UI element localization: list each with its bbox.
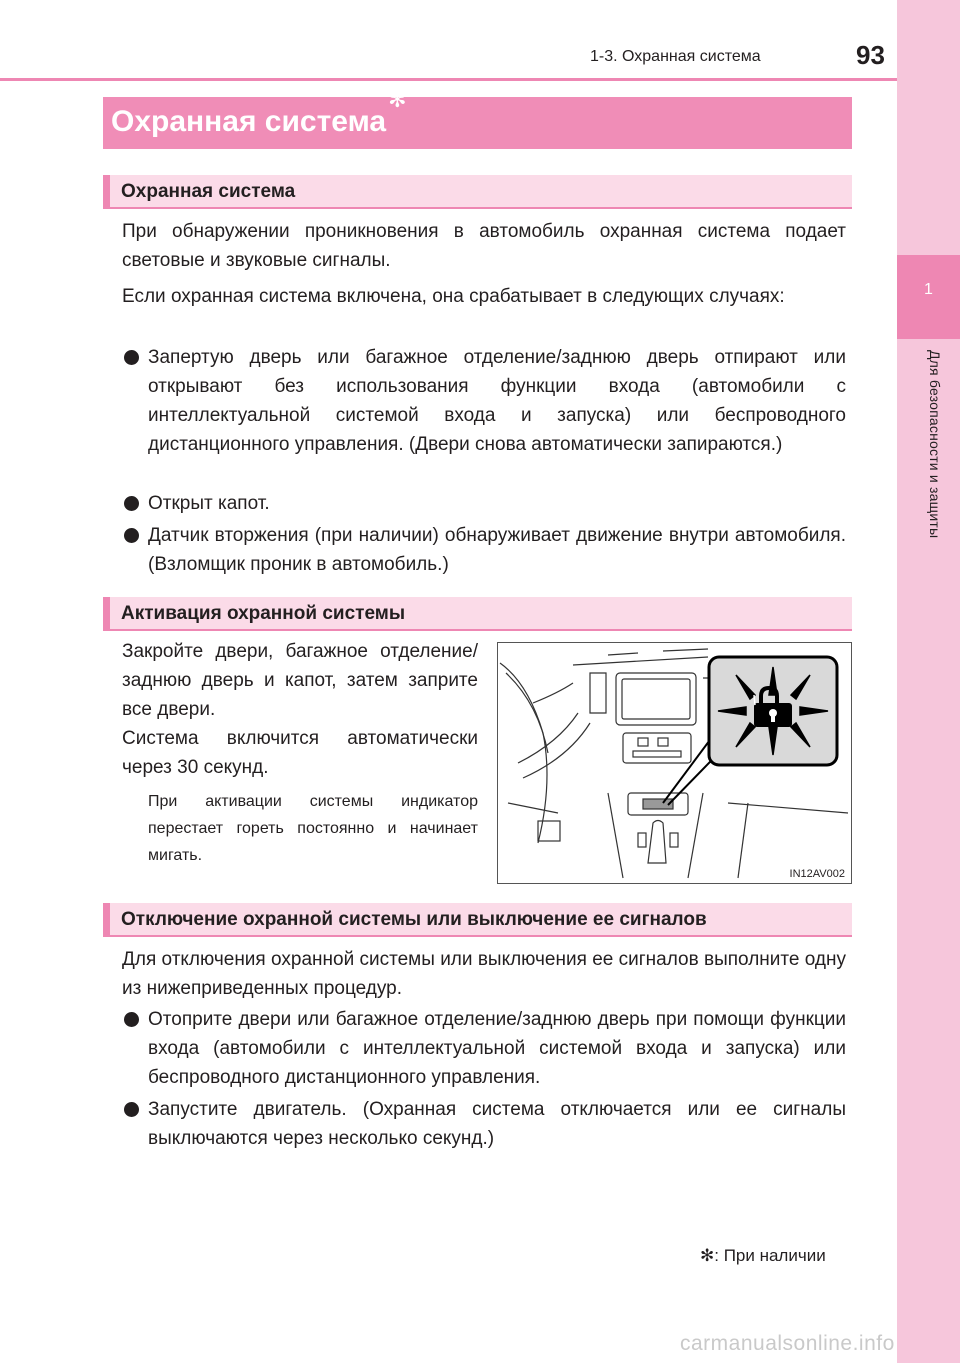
list-item (122, 343, 846, 459)
list-item-text: Запустите двигатель. (Охранная система отключается или ее сигналы выключаются через несколько секунд.) (148, 1099, 846, 1149)
section2-paragraph-2: Система включится автоматически через 30 секунд. (122, 728, 478, 778)
list-item (122, 521, 846, 579)
list-item (122, 1005, 846, 1092)
section-heading-security-system: Охранная система (103, 175, 852, 209)
section1-paragraph-2: Если охранная система включена, она срабатывает в следующих случаях: (122, 286, 785, 307)
section-heading-activation: Активация охранной системы (103, 597, 852, 631)
figure-id: IN12AV002 (789, 868, 845, 880)
section-heading-deactivation: Отключение охранной системы или выключение ее сигналов (103, 903, 852, 937)
bullet-icon (124, 1012, 139, 1027)
section3-paragraph-1: Для отключения охранной системы или выключения ее сигналов выполните одну из нижеприведенных процедур. (122, 949, 846, 999)
list-item-text: Открыт капот. (148, 493, 270, 514)
dashboard-drawing (498, 643, 851, 883)
bullet-icon (124, 528, 139, 543)
list-item (122, 489, 846, 518)
page-title-band (103, 87, 852, 149)
header-divider (0, 78, 897, 81)
header-section-title: 1-3. Охранная система (590, 48, 761, 65)
bullet-icon (124, 496, 139, 511)
chapter-number-tab: 1 (897, 255, 960, 339)
footnote-marker: ✻ (700, 1246, 715, 1265)
page-number: 93 (856, 40, 885, 70)
footnote (700, 1246, 826, 1266)
list-item-text: Датчик вторжения (при наличии) обнаруживает движение внутри автомобиля. (Взломщик проник в автомобиль.) (148, 525, 846, 575)
chapter-title: Для безопасности и защиты (927, 350, 943, 539)
watermark: carmanualsonline.info (680, 1332, 895, 1355)
list-item (122, 1095, 846, 1153)
optional-marker: ✻ (388, 87, 407, 112)
list-item-text: Запертую дверь или багажное отделение/заднюю дверь отпирают или открывают без использования функции входа (автомобили с интеллектуальной системой входа и запуска) или беспроводного дистанционного управления. (Двери снова автоматически запираются.) (148, 347, 846, 455)
page-title: Охранная система (111, 105, 387, 138)
chapter-sidebar (897, 0, 960, 1363)
section2-paragraph-1: Закройте двери, багажное отделение/заднюю дверь и капот, затем заприте все двери. (122, 641, 478, 720)
section1-paragraph-1: При обнаружении проникновения в автомобиль охранная система подает световые и звуковые сигналы. (122, 221, 846, 271)
bullet-icon (124, 1102, 139, 1117)
dashboard-illustration (497, 642, 852, 884)
footnote-text: : При наличии (714, 1246, 826, 1265)
list-item-text: Отоприте двери или багажное отделение/заднюю дверь при помощи функции входа (автомобили с интеллектуальной системой входа и запуска) или беспроводного дистанционного управления. (148, 1009, 846, 1088)
bullet-icon (124, 350, 139, 365)
section2-note: При активации системы индикатор перестает гореть постоянно и начинает мигать. (148, 793, 478, 864)
